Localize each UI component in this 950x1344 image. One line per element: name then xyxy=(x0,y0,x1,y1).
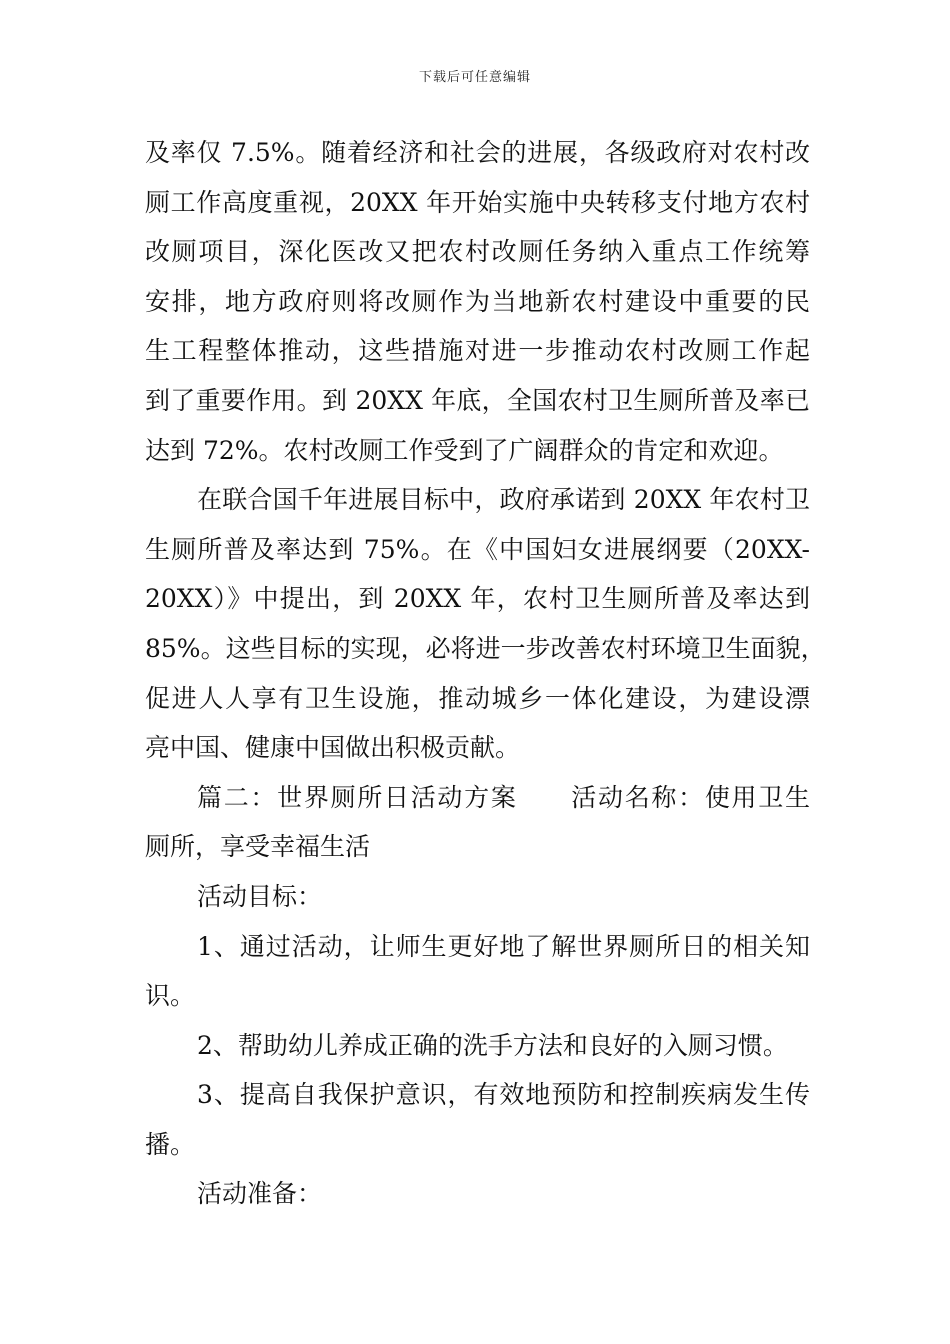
text-line: 播。 xyxy=(145,1129,196,1159)
text-line: 促进人人享有卫生设施，推动城乡一体化建设，为建设漂 xyxy=(145,683,810,713)
text-line: 安排，地方政府则将改厕作为当地新农村建设中重要的民 xyxy=(145,286,810,316)
text-line: 亮中国、健康中国做出积极贡献。 xyxy=(145,733,521,763)
text-line: 改厕项目，深化医改又把农村改厕任务纳入重点工作统筹 xyxy=(145,237,810,267)
text-line: 生工程整体推动，这些措施对进一步推动农村改厕工作起 xyxy=(145,336,810,366)
text-line: 及率仅 7.5%。随着经济和社会的进展，各级政府对农村改 xyxy=(145,138,810,167)
text-line: 达到 72%。农村改厕工作受到了广阔群众的肯定和欢迎。 xyxy=(145,435,784,465)
section-heading-line xyxy=(145,773,810,823)
list-item: 2、帮助幼儿养成正确的洗手方法和良好的入厕习惯。 xyxy=(197,1030,788,1060)
list-item: 1、通过活动，让师生更好地了解世界厕所日的相关知 xyxy=(197,931,810,961)
text-line: 识。 xyxy=(145,981,196,1011)
text-line: 85%。这些目标的实现，必将进一步改善农村环境卫生面貌， xyxy=(145,633,826,663)
text-line: 20XX）》中提出，到 20XX 年，农村卫生厕所普及率达到 xyxy=(145,584,810,614)
list-item: 3、提高自我保护意识，有效地预防和控制疾病发生传 xyxy=(197,1080,810,1110)
text-line: 在联合国千年进展目标中，政府承诺到 20XX 年农村卫 xyxy=(197,485,810,515)
text-line: 厕工作高度重视，20XX 年开始实施中央转移支付地方农村 xyxy=(145,187,810,217)
document-body xyxy=(145,128,826,1219)
text-line: 生厕所普及率达到 75%。在《中国妇女进展纲要（20XX- xyxy=(145,534,810,564)
activity-name: 活动名称：使用卫生 xyxy=(569,782,810,812)
subheading: 活动准备： xyxy=(197,1179,323,1209)
subheading: 活动目标： xyxy=(197,881,323,911)
text-line: 到了重要作用。到 20XX 年底，全国农村卫生厕所普及率已 xyxy=(145,385,810,415)
page-header: 下载后可任意编辑 xyxy=(418,70,531,85)
text-line: 厕所，享受幸福生活 xyxy=(145,832,371,862)
section-title: 篇二：世界厕所日活动方案 xyxy=(197,782,518,812)
